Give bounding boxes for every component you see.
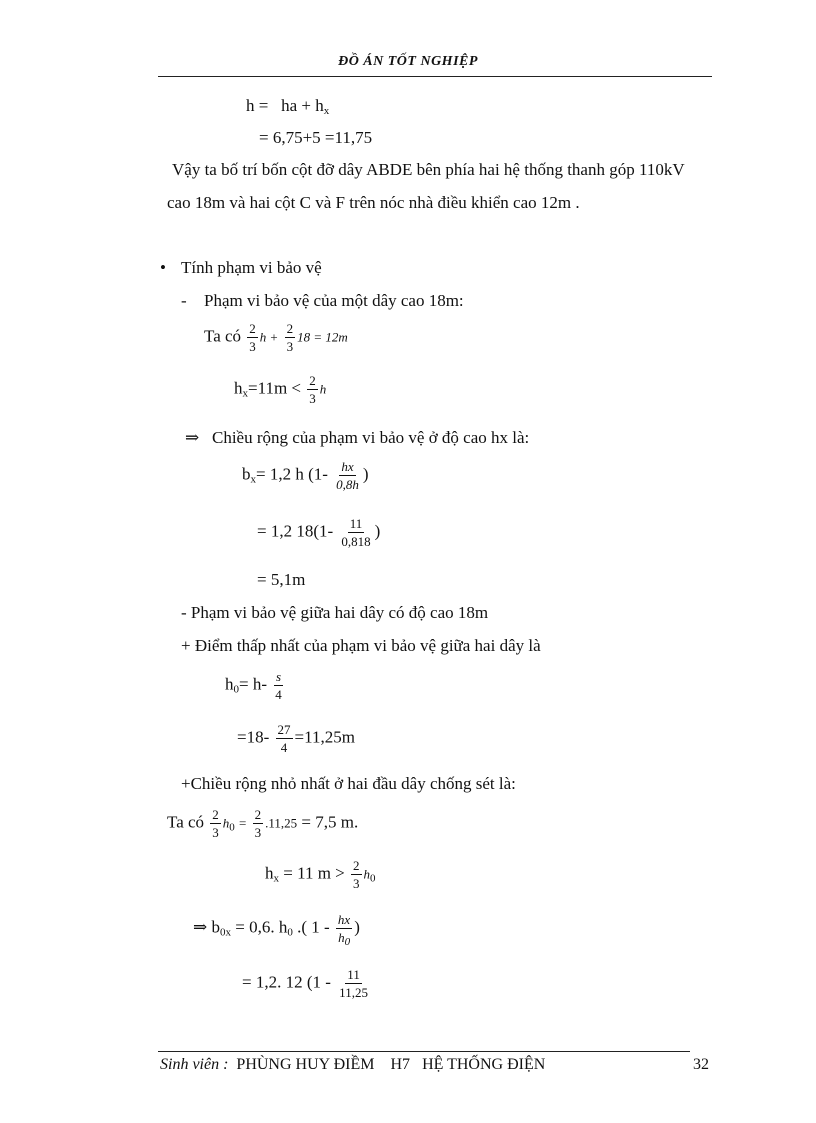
footer-label: Sinh viên : (160, 1056, 229, 1073)
fraction: $\frac{2}{3}$ (212, 807, 219, 840)
fraction: $\frac{2}{3}$ (353, 858, 360, 891)
paragraph-line-2: cao 18m và hai cột C và F trên nóc nhà điều khiển cao 12m . (167, 193, 580, 212)
fraction: $\frac{2}{3}$ (249, 321, 256, 354)
eq-hx-compare-2: $h_x = 11$ m > $\frac{2}{3}$ $h_0$ (265, 858, 376, 891)
fraction: $\frac{s}{4}$ (275, 669, 282, 702)
lowest-point-heading: + Điểm thấp nhất của phạm vi bảo vệ giữa hai dây là (181, 636, 541, 655)
fraction: $\frac{2}{3}$ (286, 321, 294, 354)
fraction: $\frac{2}{3}$ (309, 373, 316, 406)
page-number: 32 (693, 1056, 709, 1073)
footer-class: H7 (390, 1056, 411, 1073)
width-title: Chiều rộng của phạm vi bảo vệ ở độ cao hx là: (212, 428, 530, 447)
eq-h0-value: =18- $\frac{27}{4}$ =11,25m (237, 722, 355, 755)
footer (160, 1056, 545, 1074)
bullet-heading: Tính phạm vi bảo vệ (181, 258, 322, 277)
footer-dept: HỆ THỐNG ĐIỆN (422, 1056, 546, 1073)
eq-h-value: = 6,75+5 =11,75 (259, 128, 373, 147)
min-width-heading: +Chiều rộng nhỏ nhất ở hai đầu dây chống sét là: (181, 774, 516, 793)
footer-rule (158, 1051, 690, 1052)
eq-taco-2: Ta có $\frac{2}{3}$ $h_0$ = $\frac{2}{3}$ .11,25 = 7,5 m. (167, 807, 359, 840)
fraction: $\frac{hx}{h_0}$ (337, 912, 351, 948)
fraction: $\frac{2}{3}$ (254, 807, 262, 840)
footer-name: PHÙNG HUY ĐIỀM (236, 1056, 375, 1073)
bullet-icon: • (160, 258, 166, 277)
eq-h: h = ha + $h_x$ (246, 96, 330, 117)
paragraph-line-1: Vậy ta bố trí bốn cột đỡ dây ABDE bên phía hai hệ thống thanh góp 110kV (172, 160, 685, 179)
fraction: $\frac{11}{0,818}$ (341, 516, 371, 549)
header-rule (158, 76, 712, 77)
fraction: $\frac{27}{4}$ (277, 722, 291, 755)
implies-arrow-icon: ⇒ (185, 428, 200, 447)
dash-mark: - (181, 291, 187, 310)
eq-last: = 1,2. 12 (1 - $\frac{11}{11,25}$ (242, 967, 368, 1000)
implies-arrow-icon: ⇒ (193, 917, 208, 937)
eq-bx: $b_x= 1,2$ h (1- $\frac{hx}{0,8h}$ ) (242, 459, 369, 492)
two-wire-heading: - Phạm vi bảo vệ giữa hai dây có độ cao 18m (181, 603, 489, 622)
dash-item: Phạm vi bảo vệ của một dây cao 18m: (204, 291, 464, 310)
header-title: ĐỒ ÁN TỐT NGHIỆP (338, 54, 478, 69)
fraction: $\frac{hx}{0,8h}$ (336, 459, 359, 492)
eq-bx-3: = 5,1m (257, 570, 306, 589)
eq-bx-2: = 1,2 18(1- $\frac{11}{0,818}$ ) (257, 516, 381, 549)
eq-hx-compare: $h_x=11m$ < $\frac{2}{3}$ h (234, 373, 327, 406)
eq-b0x: ⇒ $b_{0x} = 0,6$. $h_0$ .( 1 - $\frac{hx}{h_0}$ ) (193, 912, 360, 948)
eq-taco-1: Ta có $\frac{2}{3}$ h + $\frac{2}{3}$ 18 = 12m (204, 321, 348, 354)
eq-h0: $h_0= h-$ $\frac{s}{4}$ (225, 669, 282, 702)
fraction: $\frac{11}{11,25}$ (339, 967, 368, 1000)
